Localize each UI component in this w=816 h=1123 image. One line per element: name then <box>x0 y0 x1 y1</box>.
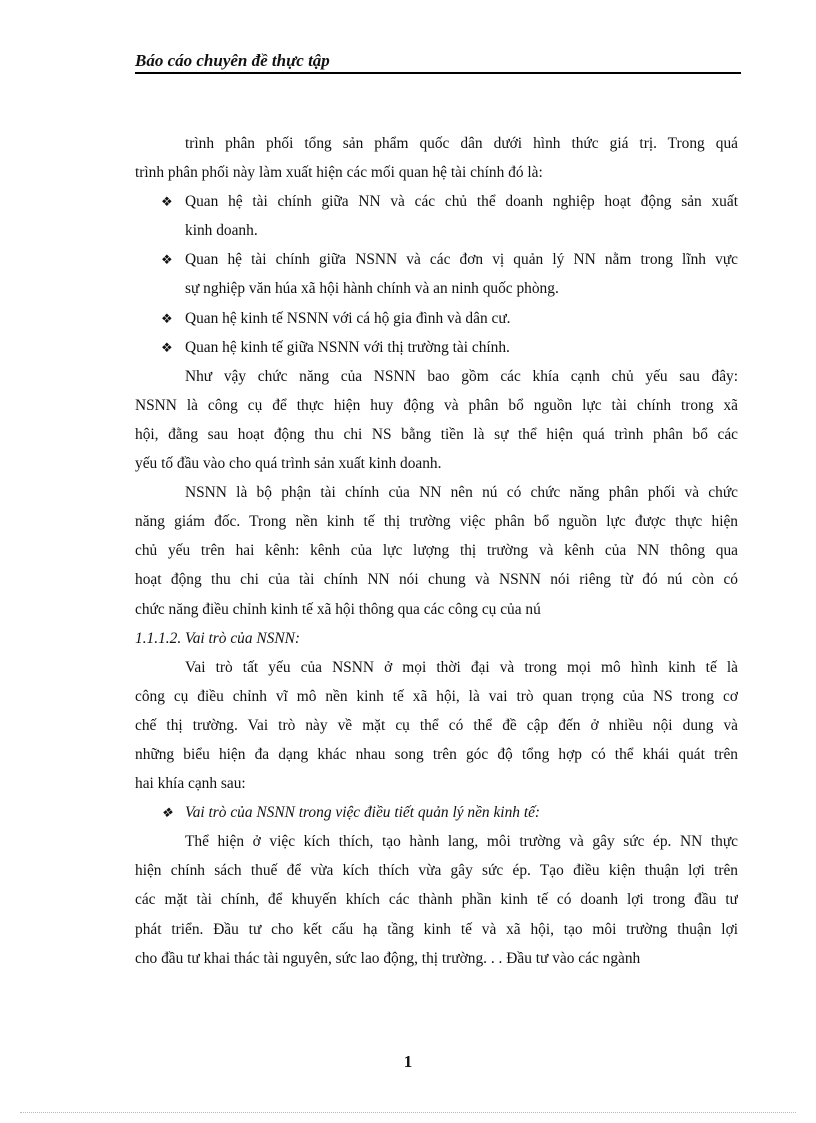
line-text: hiện chính sách thuế để vừa kích thích vừa gây sức ép. Tạo điều kiện thuận lợi trên <box>135 862 738 880</box>
page-header <box>135 50 741 74</box>
text-line <box>135 158 738 187</box>
line-text: hai khía cạnh sau: <box>135 775 246 793</box>
text-line <box>135 536 738 565</box>
line-text: hoạt động thu chi của tài chính NN nói chung và NSNN nói riêng từ đó nú còn có <box>135 571 738 589</box>
bullet-diamond-icon: ❖ <box>161 339 173 355</box>
line-text: công cụ điều chỉnh vĩ mô nền kinh tế xã hội, là vai trò quan trọng của NS trong cơ <box>135 687 738 705</box>
line-text: kinh doanh. <box>185 222 258 240</box>
text-line <box>135 507 738 536</box>
bullet-diamond-icon: ❖ <box>161 194 173 210</box>
text-line <box>135 478 738 507</box>
text-line <box>135 915 738 944</box>
line-text: Vai trò tất yếu của NSNN ở mọi thời đại và trong mọi mô hình kinh tế là <box>185 658 738 676</box>
line-text: hội, đằng sau hoạt động thu chi NS bằng tiền là sự thể hiện quá trình phân bổ các <box>135 425 738 443</box>
line-text: các mặt tài chính, để khuyến khích các thành phần kinh tế có doanh lợi trong đầu tư <box>135 891 738 909</box>
line-text: sự nghiệp văn húa xã hội hành chính và an ninh quốc phòng. <box>185 280 559 298</box>
bullet-item <box>135 245 738 274</box>
text-line <box>135 682 738 711</box>
bullet-item <box>135 333 738 362</box>
text-line <box>135 740 738 769</box>
text-line <box>135 711 738 740</box>
line-text: yếu tố đầu vào cho quá trình sản xuất kinh doanh. <box>135 455 442 473</box>
document-body <box>135 129 738 973</box>
line-text: trình phân phối này làm xuất hiện các mối quan hệ tài chính đó là: <box>135 164 543 182</box>
bullet-item <box>135 304 738 333</box>
line-text: Quan hệ tài chính giữa NN và các chủ thể doanh nghiệp hoạt động sản xuất <box>185 193 738 211</box>
bullet-diamond-icon: ❖ <box>161 310 173 326</box>
line-text: trình phân phối tổng sản phẩm quốc dân dưới hình thức giá trị. Trong quá <box>185 135 738 152</box>
line-text: Quan hệ tài chính giữa NSNN và các đơn vị quản lý NN nằm trong lĩnh vực <box>185 251 738 269</box>
text-line <box>135 565 738 594</box>
text-line <box>135 420 738 449</box>
text-line <box>135 653 738 682</box>
text-line <box>135 595 738 624</box>
line-text: 1.1.1.2. Vai trò của NSNN: <box>135 629 301 647</box>
bullet-item <box>135 798 738 827</box>
line-text: chủ yếu trên hai kênh: kênh của lực lượng thị trường và kênh của NN thông qua <box>135 542 738 560</box>
line-text: Như vậy chức năng của NSNN bao gồm các khía cạnh chủ yếu sau đây: <box>185 367 738 385</box>
text-line <box>135 216 738 245</box>
line-text: Thể hiện ở việc kích thích, tạo hành lang, môi trường và gây sức ép. NN thực <box>185 833 738 851</box>
line-text: Vai trò của NSNN trong việc điều tiết quản lý nền kinh tế: <box>185 804 541 822</box>
text-line <box>135 856 738 885</box>
line-text: chế thị trường. Vai trò này về mặt cụ thể có thể đề cập đến ở nhiều nội dung và <box>135 716 738 734</box>
page-bottom-divider <box>20 1112 796 1113</box>
bullet-item <box>135 187 738 216</box>
text-line <box>135 769 738 798</box>
line-text: những biểu hiện đa dạng khác nhau song trên góc độ tổng hợp có thể khái quát trên <box>135 745 738 763</box>
line-text: Quan hệ kinh tế NSNN với cá hộ gia đình và dân cư. <box>185 309 511 327</box>
header-title: Báo cáo chuyên đề thực tập <box>135 51 330 70</box>
line-text: NSNN là bộ phận tài chính của NN nên nú có chức năng phân phối và chức <box>185 484 738 502</box>
text-line <box>135 885 738 914</box>
line-text: năng giám đốc. Trong nền kinh tế thị trường việc phân bổ nguồn lực được thực hiện <box>135 513 738 531</box>
text-line <box>135 274 738 303</box>
text-line <box>135 449 738 478</box>
line-text: chức năng điều chỉnh kinh tế xã hội thông qua các công cụ của nú <box>135 600 541 618</box>
line-text: NSNN là công cụ để thực hiện huy động và phân bổ nguồn lực tài chính trong xã <box>135 396 738 414</box>
text-line <box>135 391 738 420</box>
bullet-diamond-icon: ❖ <box>161 252 173 268</box>
line-text: phát triển. Đầu tư cho kết cấu hạ tầng kinh tế và xã hội, tạo môi trường thuận lợi <box>135 920 738 938</box>
line-text: cho đầu tư khai thác tài nguyên, sức lao động, thị trường. . . Đầu tư vào các ngành <box>135 949 641 967</box>
text-line <box>135 362 738 391</box>
page-number: 1 <box>403 1052 413 1071</box>
text-line <box>135 624 738 653</box>
text-line <box>135 129 738 158</box>
text-line <box>135 944 738 973</box>
bullet-diamond-icon: ❖ <box>161 805 173 821</box>
line-text: Quan hệ kinh tế giữa NSNN với thị trường tài chính. <box>185 338 510 356</box>
text-line <box>135 827 738 856</box>
